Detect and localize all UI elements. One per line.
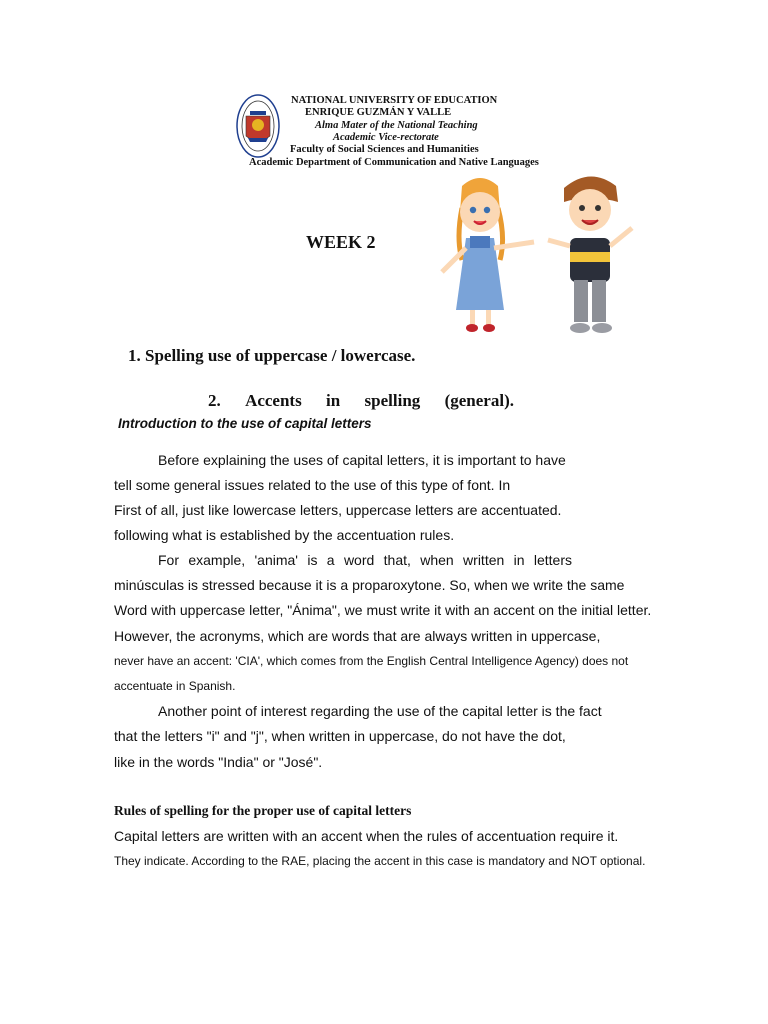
boy-figure xyxy=(548,176,632,333)
header-vice-rectorate: Academic Vice-rectorate xyxy=(333,132,439,143)
girl-figure xyxy=(442,178,534,332)
paragraph-line: Capital letters are written with an accent when the rules of accentuation require it. xyxy=(114,828,619,844)
paragraph-line: minúsculas is stressed because it is a proparoxytone. So, when we write the same xyxy=(114,577,625,593)
word: is xyxy=(307,552,318,568)
heading-accents-spelling xyxy=(208,391,514,411)
word: a xyxy=(326,552,335,568)
cartoon-kids-illustration xyxy=(436,168,644,340)
paragraph-line xyxy=(158,552,572,569)
heading-word: in xyxy=(326,391,341,410)
paragraph-line: Before explaining the uses of capital letters, it is important to have xyxy=(158,452,566,468)
paragraph-line: Word with uppercase letter, "Ánima", we must write it with an accent on the initial letter. xyxy=(114,602,652,618)
paragraph-line: never have an accent: 'CIA', which comes from the English Central Intelligence Agency) does not xyxy=(114,654,629,668)
heading-spelling-uppercase: 1. Spelling use of uppercase / lowercase. xyxy=(128,346,416,365)
paragraph-line: Another point of interest regarding the use of the capital letter is the fact xyxy=(158,703,602,719)
header-alma-mater: Alma Mater of the National Teaching xyxy=(315,120,478,131)
word: that, xyxy=(383,552,411,568)
heading-word: Accents xyxy=(245,391,302,410)
paragraph-line: First of all, just like lowercase letters, uppercase letters are accentuated. xyxy=(114,502,562,518)
section-title-intro: Introduction to the use of capital letters xyxy=(118,416,372,431)
heading-word: 2. xyxy=(208,391,221,410)
heading-word: spelling xyxy=(364,391,421,410)
header-university-name: NATIONAL UNIVERSITY OF EDUCATION xyxy=(291,95,498,106)
word: letters xyxy=(533,552,572,568)
paragraph-line: tell some general issues related to the use of this type of font. In xyxy=(114,477,511,493)
word: in xyxy=(513,552,525,568)
word: written xyxy=(463,552,505,568)
week-title: WEEK 2 xyxy=(306,232,376,252)
header-faculty: Faculty of Social Sciences and Humanities xyxy=(290,144,479,155)
section-title-rules: Rules of spelling for the proper use of capital letters xyxy=(114,803,412,818)
university-seal-icon xyxy=(236,94,280,158)
paragraph-line: However, the acronyms, which are words that are always written in uppercase, xyxy=(114,628,601,644)
word: word xyxy=(343,552,375,568)
paragraph-line: accentuate in Spanish. xyxy=(114,679,236,693)
paragraph-line: that the letters "i" and "j", when written in uppercase, do not have the dot, xyxy=(114,728,566,744)
paragraph-line: They indicate. According to the RAE, placing the accent in this case is mandatory and NOT optional. xyxy=(114,854,646,868)
header-department: Academic Department of Communication and Native Languages xyxy=(249,157,539,168)
header-university-subtitle: ENRIQUE GUZMÁN Y VALLE xyxy=(305,107,452,118)
word: when xyxy=(420,552,454,568)
heading-word: (general). xyxy=(444,391,514,410)
word: example, xyxy=(188,552,246,568)
word: 'anima' xyxy=(254,552,298,568)
word: For xyxy=(158,552,179,568)
paragraph-line: following what is established by the accentuation rules. xyxy=(114,527,455,543)
paragraph-line: like in the words "India" or "José". xyxy=(114,754,323,770)
